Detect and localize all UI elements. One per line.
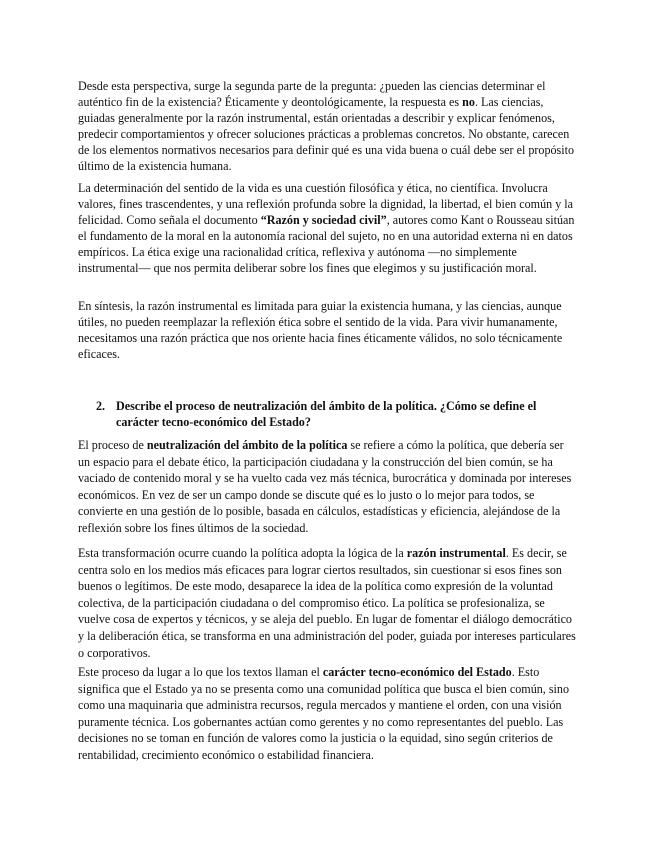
paragraph-text: , autores como Kant o Rousseau sitúan el fundamento de la moral en la autonomía racional del sujeto, no en una autoridad externa ni en datos empíricos. La ética exige una racionalidad crítica, reflexiva y autónoma —no simplemente instrumental— que nos permita deliberar sobre los fines que elegimos y su justificación moral. bbox=[78, 213, 575, 275]
question-text: Describe el proceso de neutralización del ámbito de la política. ¿Cómo se define el carácter tecno-económico del Estado? bbox=[116, 399, 537, 429]
bold-text: carácter tecno-económico del Estado bbox=[322, 665, 512, 679]
paragraph-text: se refiere a cómo la política, que debería ser un espacio para el debate ético, la participación ciudadana y la construcción del bien común, se ha vaciado de contenido moral y se ha vuelto cada vez más técnica, burocrática y dominada por intereses económicos. En vez de ser un campo donde se discute qué es lo justo o lo mejor para todos, se convierte en una gestión de lo posible, basada en cálculos, estadísticas y eficiencia, alejándose de la reflexión sobre los fines últimos de la sociedad. bbox=[78, 438, 572, 535]
paragraph-instrumental-reason bbox=[78, 545, 578, 661]
paragraph-techno-economic-state bbox=[78, 664, 578, 764]
paragraph-meaning-of-life bbox=[78, 180, 578, 276]
paragraph-text: El proceso de bbox=[78, 438, 147, 452]
question-number: 2. bbox=[96, 399, 106, 413]
bold-text: razón instrumental bbox=[406, 546, 506, 560]
paragraph-text: . Esto significa que el Estado ya no se presenta como una comunidad política que busca el bien común, sino como una maquinaria que administra recursos, regula mercados y mantiene el orden, con una visión puramente técnica. Los gobernantes actúan como gerentes y no como representantes del pueblo. Las decisiones no se toman en función de valores como la justicia o la equidad, sino según criterios de rentabilidad, crecimiento económico o estabilidad financiera. bbox=[78, 665, 570, 762]
question-heading bbox=[96, 398, 578, 430]
paragraph-neutralization bbox=[78, 437, 578, 537]
paragraph-text: Este proceso da lugar a lo que los textos llaman el bbox=[78, 665, 323, 679]
paragraph-text: . Es decir, se centra solo en los medios más eficaces para lograr ciertos resultados, sin cuestionar si esos fines son buenos o legítimos. De este modo, desaparece la idea de la política como expresión de la voluntad colectiva, de la participación ciudadana o del compromiso ético. La política se profesionaliza, se vuelve cosa de expertos y técnicos, y se aleja del pueblo. En lugar de fomentar el diálogo democrático y la deliberación ética, se transforma en una administración del poder, guiada por intereses particulares o corporativos. bbox=[78, 546, 576, 660]
paragraph-text: La determinación del sentido de la vida es una cuestión filosófica y ética, no científica. Involucra valores, fines trascendentes, y una reflexión profunda sobre la dignidad, la libertad, el bien común y la felicidad. Como señala el documento bbox=[78, 181, 574, 227]
bold-text: “Razón y sociedad civil” bbox=[260, 213, 387, 227]
paragraph-synthesis: En síntesis, la razón instrumental es limitada para guiar la existencia humana, y las ciencias, aunque útiles, no pueden reemplazar la reflexión ética sobre el sentido de la vida. Para vivir humanamente, necesitamos una razón práctica que nos oriente hacia fines éticamente válidos, no solo técnicamente eficaces. bbox=[78, 299, 563, 361]
paragraph-text: Esta transformación ocurre cuando la política adopta la lógica de la bbox=[78, 546, 407, 560]
paragraph-text: . Las ciencias, guiadas generalmente por la razón instrumental, están orientadas a describir y explicar fenómenos, predecir comportamientos y ofrecer soluciones prácticas a problemas concretos. No obstante, carecen de los elementos normativos necesarios para definir qué es una vida buena o cuál debe ser el propósito último de la existencia humana. bbox=[78, 95, 575, 173]
paragraph-science-limits bbox=[78, 78, 578, 174]
bold-text: no bbox=[462, 95, 475, 109]
bold-text: neutralización del ámbito de la política bbox=[146, 438, 348, 452]
paragraph-text: Desde esta perspectiva, surge la segunda parte de la pregunta: ¿pueden las ciencias determinar el auténtico fin de la existencia? Éticamente y deontológicamente, la respuesta es bbox=[78, 79, 546, 109]
